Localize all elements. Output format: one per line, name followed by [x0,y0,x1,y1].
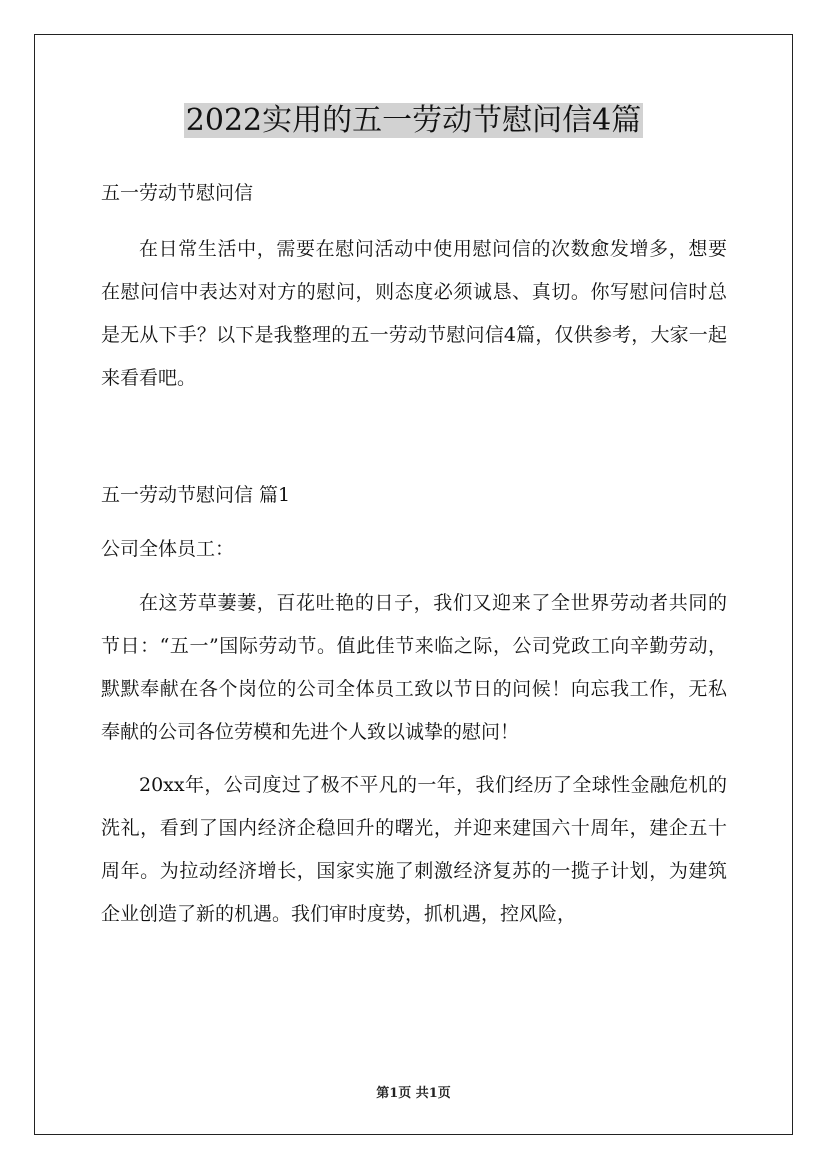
body-paragraph-2: 20xx年，公司度过了极不平凡的一年，我们经历了全球性金融危机的洗礼，看到了国内经济企稳回升的曙光，并迎来建国六十周年，建企五十周年。为拉动经济增长，国家实施了刺激经济复苏的一揽子计划，为建筑企业创造了新的机遇。我们审时度势，抓机遇，控风险， [101,774,727,925]
section-title: 五一劳动节慰问信 篇1 [101,484,291,506]
subtitle: 五一劳动节慰问信 [101,182,254,204]
document-title-text: 2022实用的五一劳动节慰问信4篇 [185,103,642,138]
page-footer: 第1页 共1页 [376,1086,451,1101]
document-title [0,100,827,142]
salutation: 公司全体员工： [101,538,235,560]
intro-paragraph: 在日常生活中，需要在慰问活动中使用慰问信的次数愈发增多，想要在慰问信中表达对对方的慰问，则态度必须诚恳、真切。你写慰问信时总是无从下手？以下是我整理的五一劳动节慰问信4篇，仅供参考，大家一起来看看吧。 [101,238,727,389]
body-paragraph-1: 在这芳草萋萋，百花吐艳的日子，我们又迎来了全世界劳动者共同的节日：“五一”国际劳动节。值此佳节来临之际，公司党政工向辛勤劳动，默默奉献在各个岗位的公司全体员工致以节日的问候！向忘我工作，无私奉献的公司各位劳模和先进个人致以诚挚的慰问！ [101,592,727,743]
document-body [101,176,727,936]
